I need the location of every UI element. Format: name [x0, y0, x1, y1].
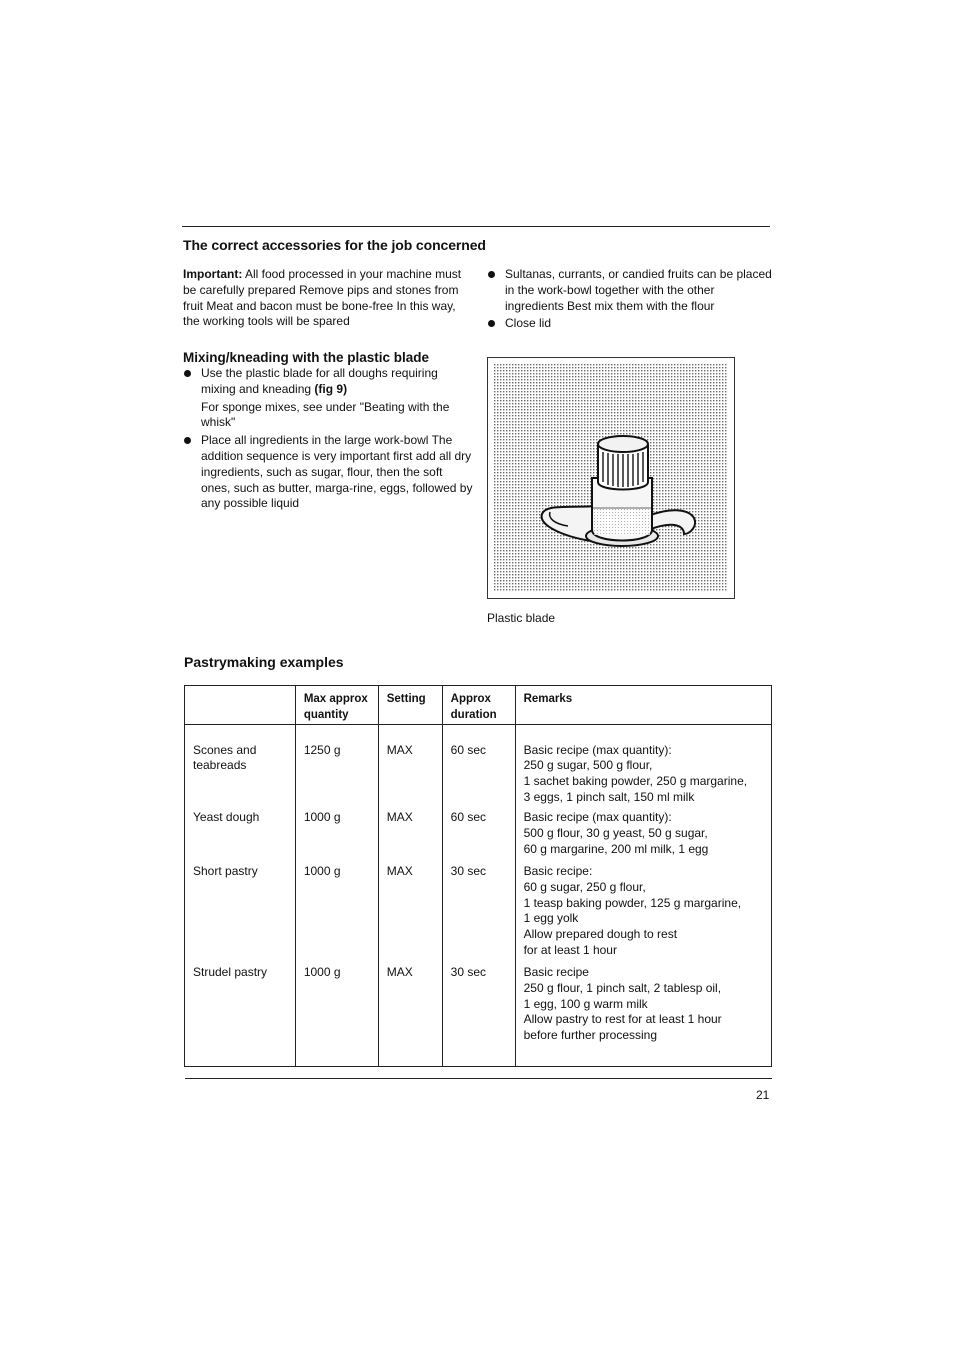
remark-line: Basic recipe (max quantity):	[523, 742, 672, 757]
remark-line: 1 egg, 100 g warm milk	[523, 996, 648, 1011]
right-bullet-2-text: Close lid	[505, 316, 552, 331]
table-header-row	[185, 686, 772, 725]
right-column	[487, 267, 772, 332]
pastry-title: Pastrymaking examples	[184, 654, 344, 670]
important-text: All food processed in your machine must be carefully prepared Remove pips and stones from fruit Meat and bacon must be bone-free In this way, the working tools will be spared	[183, 267, 462, 329]
figure-ref: (fig 9)	[314, 381, 348, 396]
remark-line: before further processing	[523, 1028, 657, 1043]
row-remarks	[515, 965, 771, 1066]
plastic-blade-illustration	[488, 358, 734, 598]
remark-line: Basic recipe (max quantity):	[523, 810, 672, 825]
remark-line: 60 g margarine, 200 ml milk, 1 egg	[523, 841, 709, 856]
row-setting: MAX	[378, 724, 442, 810]
remark-line: Allow prepared dough to rest	[523, 927, 678, 942]
row-setting: MAX	[378, 864, 442, 965]
important-paragraph	[183, 267, 473, 330]
row-name: Yeast dough	[185, 810, 296, 864]
remark-line: Allow pastry to rest for at least 1 hour	[523, 1012, 722, 1027]
mixing-bullet-1-note: For sponge mixes, see under "Beating with the whisk"	[201, 399, 450, 430]
row-duration: 30 sec	[442, 864, 515, 965]
table-row	[185, 965, 772, 1066]
row-remarks	[515, 864, 771, 965]
remark-line: Basic recipe:	[523, 864, 593, 879]
figure-caption: Plastic blade	[487, 611, 556, 625]
right-bullet-2	[487, 316, 772, 332]
remark-line: for at least 1 hour	[523, 943, 617, 958]
row-remarks	[515, 810, 771, 864]
remark-line: 1 egg yolk	[523, 911, 579, 926]
remark-line: Basic recipe	[523, 965, 589, 980]
row-duration: 60 sec	[442, 724, 515, 810]
left-column	[183, 267, 473, 512]
row-quantity: 1250 g	[295, 724, 378, 810]
remark-line: 250 g flour, 1 pinch salt, 2 tablesp oil,	[523, 980, 722, 995]
remark-line: 250 g sugar, 500 g flour,	[523, 758, 653, 773]
bullet-dot-icon	[488, 271, 495, 278]
mixing-title: Mixing/kneading with the plastic blade	[183, 350, 430, 366]
bottom-rule	[185, 1078, 772, 1079]
column-header: Approx duration	[442, 686, 515, 725]
row-quantity: 1000 g	[295, 965, 378, 1066]
table-row	[185, 864, 772, 965]
remark-line: 500 g flour, 30 g yeast, 50 g sugar,	[523, 825, 708, 840]
bullet-dot-icon	[184, 437, 191, 444]
column-header: Setting	[378, 686, 442, 725]
top-rule	[182, 226, 770, 227]
row-quantity: 1000 g	[295, 810, 378, 864]
column-header: Remarks	[515, 686, 771, 725]
section-title: The correct accessories for the job concerned	[183, 237, 486, 253]
pastry-table	[184, 685, 772, 1067]
row-duration: 60 sec	[442, 810, 515, 864]
mixing-bullet-2	[183, 433, 473, 512]
row-remarks	[515, 724, 771, 810]
remark-line: 3 eggs, 1 pinch salt, 150 ml milk	[523, 789, 695, 804]
page-number: 21	[756, 1088, 770, 1102]
right-bullet-1-text: Sultanas, currants, or candied fruits can be placed in the work-bowl together with the other ingredients Best mix them with the flour	[505, 267, 772, 313]
column-header	[185, 686, 296, 725]
mixing-bullet-1	[183, 366, 473, 431]
row-name: Strudel pastry	[185, 965, 296, 1066]
remark-line: 1 sachet baking powder, 250 g margarine,	[523, 774, 748, 789]
bullet-dot-icon	[184, 370, 191, 377]
row-quantity: 1000 g	[295, 864, 378, 965]
row-setting: MAX	[378, 810, 442, 864]
bullet-dot-icon	[488, 320, 495, 327]
row-name: Scones and teabreads	[185, 724, 296, 810]
table-row	[185, 810, 772, 864]
important-label: Important:	[183, 267, 243, 281]
mixing-bullet-1-text: Use the plastic blade for all doughs requiring mixing and kneading	[201, 365, 438, 396]
row-name: Short pastry	[185, 864, 296, 965]
table-row	[185, 724, 772, 810]
right-bullet-1	[487, 267, 772, 314]
row-duration: 30 sec	[442, 965, 515, 1066]
column-header: Max approx quantity	[295, 686, 378, 725]
remark-line: 60 g sugar, 250 g flour,	[523, 879, 646, 894]
remark-line: 1 teasp baking powder, 125 g margarine,	[523, 895, 742, 910]
mixing-bullet-2-text: Place all ingredients in the large work-bowl The addition sequence is very important first add all dry ingredients, such as sugar, flour, then the soft ones, such as butter, marga-rine, eggs, followed by any possible liquid	[201, 433, 473, 511]
row-setting: MAX	[378, 965, 442, 1066]
plastic-blade-figure	[487, 357, 735, 599]
